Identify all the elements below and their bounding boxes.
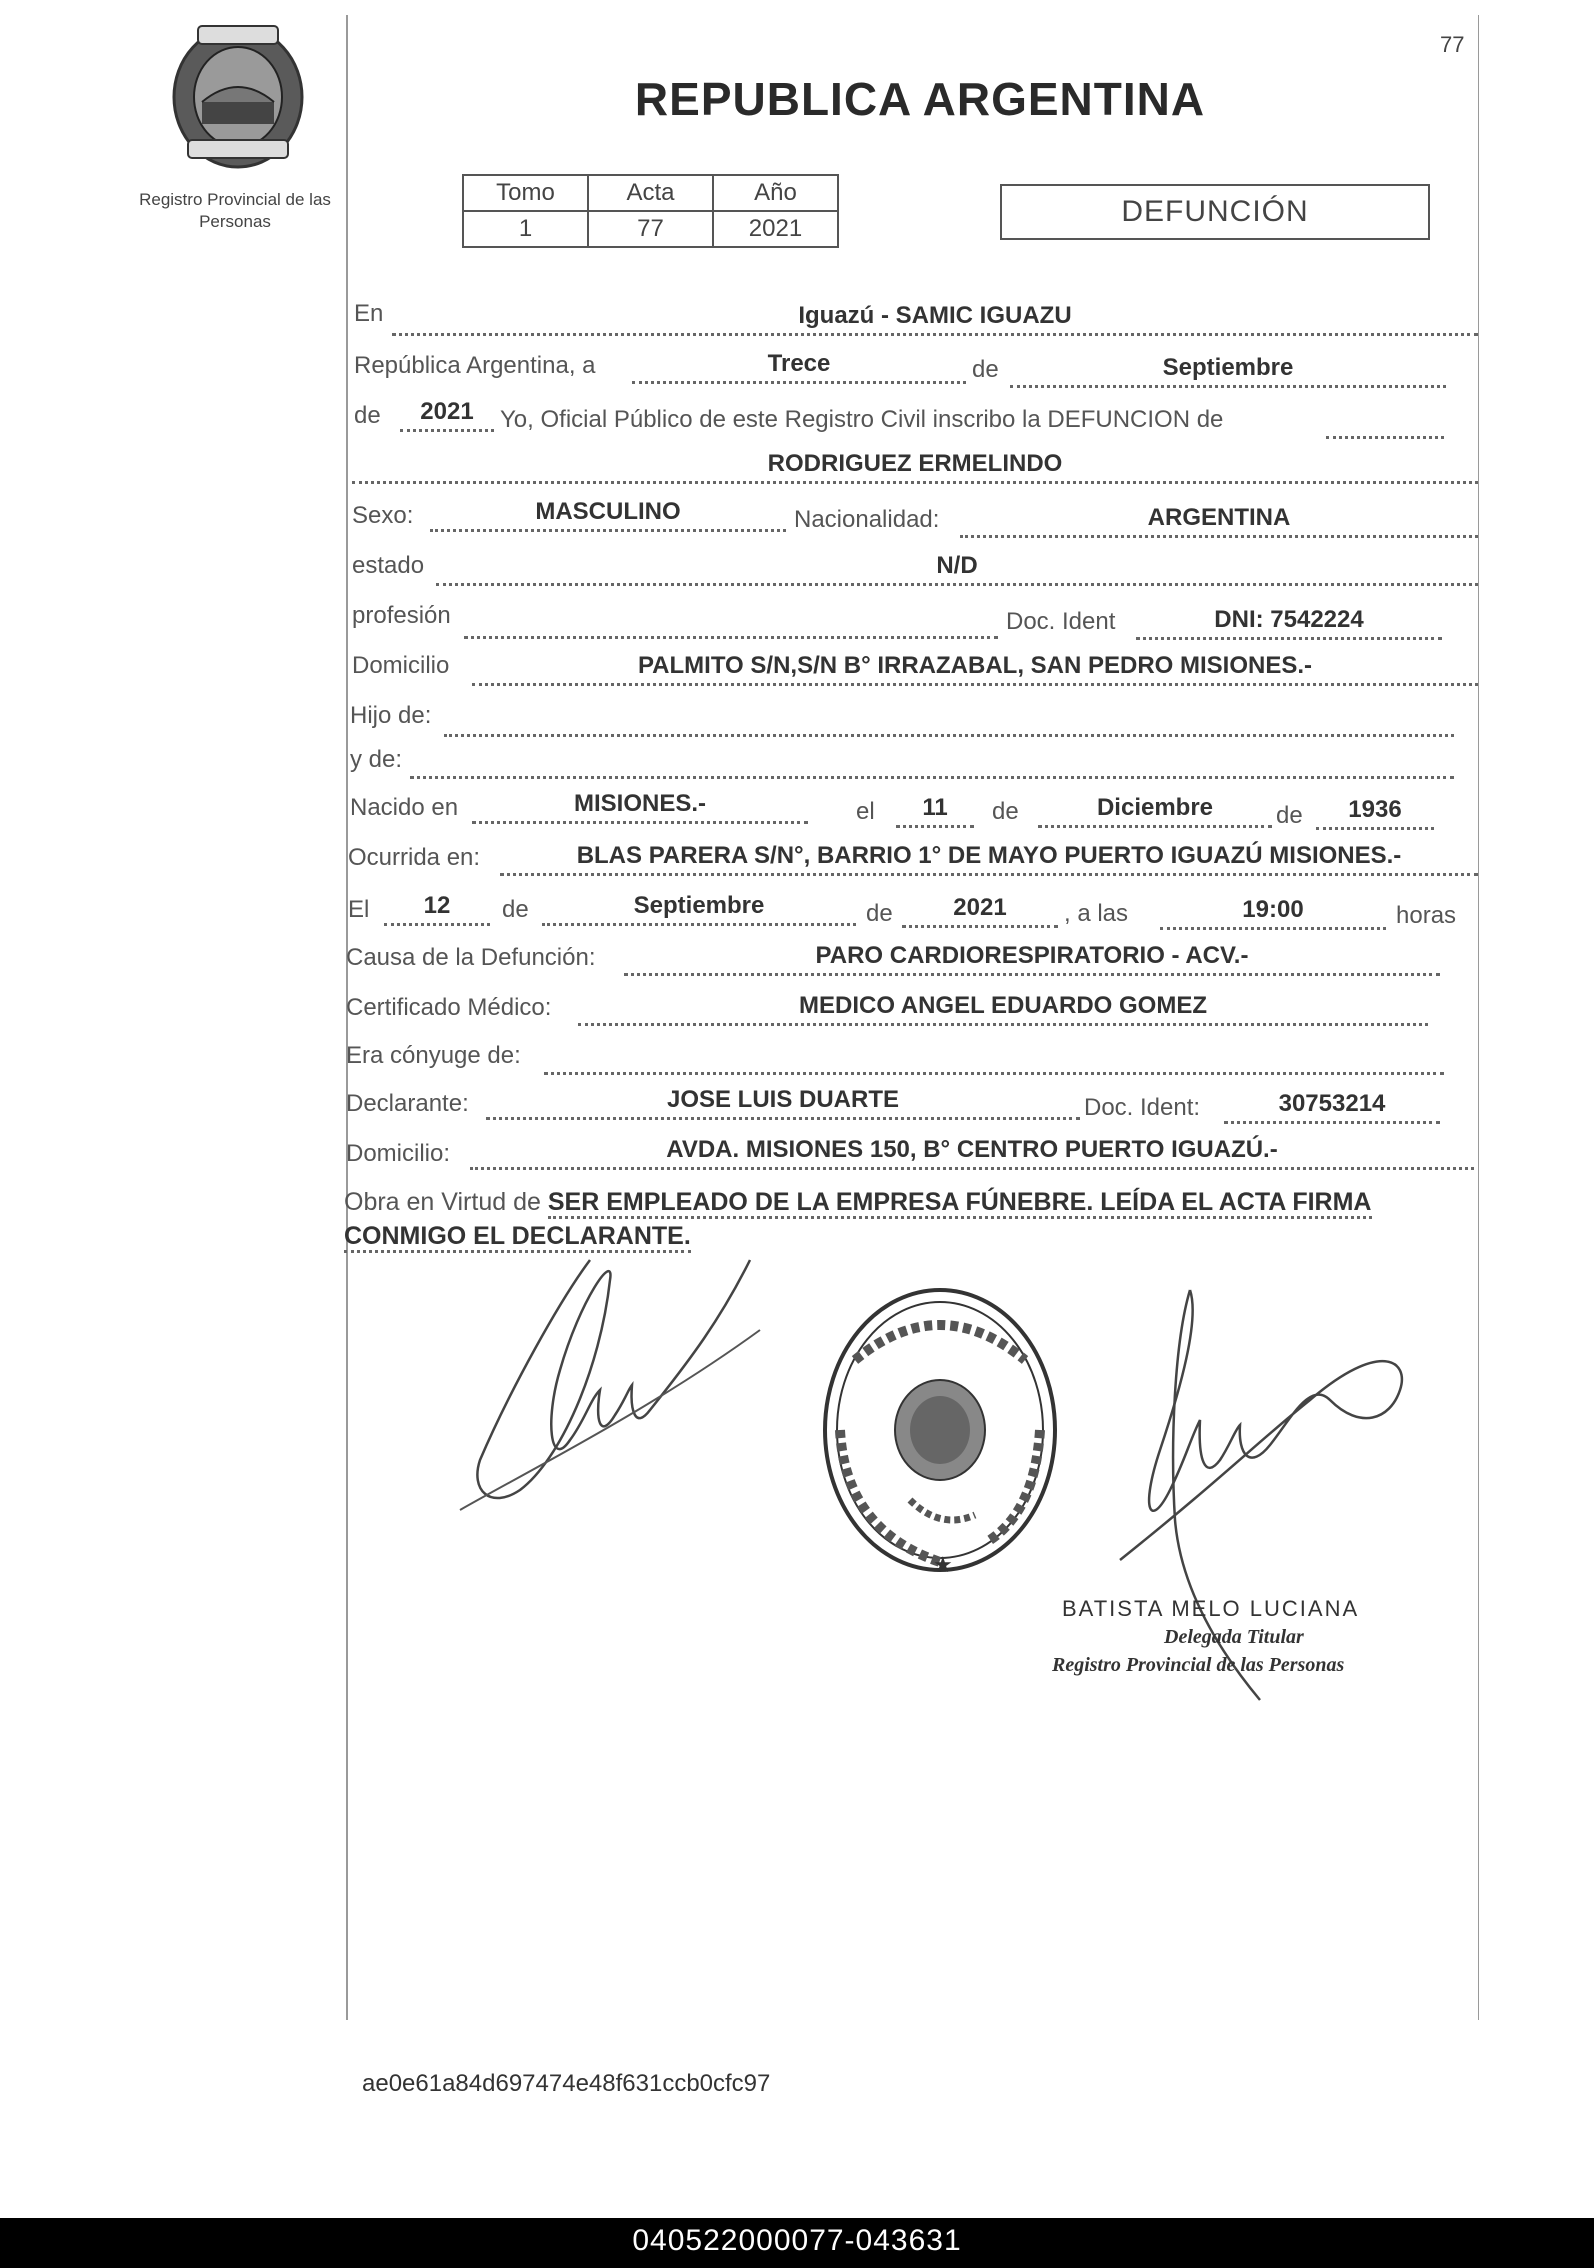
value-estado: N/D <box>436 552 1478 586</box>
anio-header: Año <box>713 175 838 211</box>
dotted-line-hijo-de <box>444 734 1454 737</box>
value-mes-registro: Septiembre <box>1010 354 1446 388</box>
dotted-line-yo <box>1326 436 1444 439</box>
value-hora-def: 19:00 <box>1160 896 1386 930</box>
label-domicilio-2: Domicilio: <box>346 1140 451 1167</box>
label-nacido-en: Nacido en <box>350 794 459 821</box>
value-ocurrida-en: BLAS PARERA S/N°, BARRIO 1° DE MAYO PUERTO IGUAZÚ MISIONES.- <box>500 842 1478 876</box>
act-number-table <box>462 174 839 248</box>
value-domicilio: PALMITO S/N,S/N B° IRRAZABAL, SAN PEDRO MISIONES.- <box>472 652 1478 686</box>
officer-name: BATISTA MELO LUCIANA <box>1062 1596 1360 1621</box>
value-certificado: MEDICO ANGEL EDUARDO GOMEZ <box>578 992 1428 1026</box>
label-de-3: de <box>992 798 1019 825</box>
value-doc-ident: DNI: 7542224 <box>1136 606 1442 640</box>
value-dia-nac: 11 <box>896 794 974 828</box>
dotted-line-y-de <box>410 776 1454 779</box>
label-obra: Obra en Virtud de <box>344 1188 541 1216</box>
value-doc-declarante: 30753214 <box>1224 1090 1440 1124</box>
value-anio-nac: 1936 <box>1316 796 1434 830</box>
dotted-line-profesion <box>464 636 998 639</box>
label-declarante: Declarante: <box>346 1090 469 1117</box>
label-de-1: de <box>972 356 999 383</box>
label-causa: Causa de la Defunción: <box>346 944 596 971</box>
acta-header: Acta <box>588 175 713 211</box>
value-lugar: Iguazú - SAMIC IGUAZU <box>392 302 1478 336</box>
declarant-signature <box>450 1240 770 1530</box>
label-a-las: , a las <box>1064 900 1129 927</box>
svg-text:★: ★ <box>933 1553 953 1578</box>
label-profesion: profesión <box>352 602 451 629</box>
act-type-box: DEFUNCIÓN <box>1000 184 1430 240</box>
value-dia-registro: Trece <box>632 350 966 384</box>
label-en: En <box>354 300 384 327</box>
label-de-4: de <box>1276 802 1303 829</box>
label-certificado: Certificado Médico: <box>346 994 552 1021</box>
tomo-value: 1 <box>463 211 588 247</box>
province-seal-logo <box>168 22 308 172</box>
value-sexo: MASCULINO <box>430 498 786 532</box>
acta-value: 77 <box>588 211 713 247</box>
label-el-cap: El <box>348 896 370 923</box>
label-y-de: y de: <box>350 746 403 773</box>
value-nombre: RODRIGUEZ ERMELINDO <box>352 450 1478 484</box>
value-anio-def: 2021 <box>902 894 1058 928</box>
value-domicilio-declarante: AVDA. MISIONES 150, B° CENTRO PUERTO IGUAZÚ.- <box>470 1136 1474 1170</box>
label-ocurrida-en: Ocurrida en: <box>348 844 481 871</box>
label-el: el <box>856 798 875 825</box>
label-horas: horas <box>1396 902 1457 929</box>
label-yo: Yo, Oficial Público de este Registro Civil inscribo la DEFUNCION de <box>500 406 1224 433</box>
value-dia-def: 12 <box>384 892 490 926</box>
value-nacido-en: MISIONES.- <box>472 790 808 824</box>
value-mes-def: Septiembre <box>542 892 856 926</box>
footer-code: 040522000077-043631 <box>632 2224 962 2257</box>
anio-value: 2021 <box>713 211 838 247</box>
value-causa: PARO CARDIORESPIRATORIO - ACV.- <box>624 942 1440 976</box>
officer-office: Registro Provincial de las Personas <box>1052 1654 1345 1676</box>
value-obra-en-virtud: SER EMPLEADO DE LA EMPRESA FÚNEBRE. LEÍDA EL ACTA FIRMA CONMIGO EL DECLARANTE. <box>344 1188 1372 1253</box>
label-estado: estado <box>352 552 425 579</box>
page-number: 77 <box>1440 32 1465 57</box>
officer-role: Delegada Titular <box>1164 1626 1304 1648</box>
label-doc-ident: Doc. Ident <box>1006 608 1116 635</box>
value-nacionalidad: ARGENTINA <box>960 504 1478 538</box>
dotted-line-conyuge <box>544 1072 1444 1075</box>
label-nacionalidad: Nacionalidad: <box>794 506 940 533</box>
value-declarante: JOSE LUIS DUARTE <box>486 1086 1080 1120</box>
label-de-2: de <box>354 402 381 429</box>
registry-caption: Registro Provincial de las Personas <box>139 190 331 231</box>
value-mes-nac: Diciembre <box>1038 794 1272 828</box>
label-sexo: Sexo: <box>352 502 414 529</box>
label-domicilio: Domicilio <box>352 652 450 679</box>
tomo-header: Tomo <box>463 175 588 211</box>
label-hijo-de: Hijo de: <box>350 702 432 729</box>
document-hash: ae0e61a84d697474e48f631ccb0cfc97 <box>362 2070 771 2097</box>
country-title: REPUBLICA ARGENTINA <box>634 73 1206 125</box>
right-margin-line <box>1478 15 1479 2020</box>
label-de-6: de <box>866 900 893 927</box>
value-anio-registro: 2021 <box>400 398 494 432</box>
label-de-5: de <box>502 896 529 923</box>
delegation-stamp <box>815 1280 1065 1580</box>
label-conyuge: Era cónyuge de: <box>346 1042 521 1069</box>
label-republica: República Argentina, a <box>354 352 596 379</box>
label-doc-ident-2: Doc. Ident: <box>1084 1094 1201 1121</box>
